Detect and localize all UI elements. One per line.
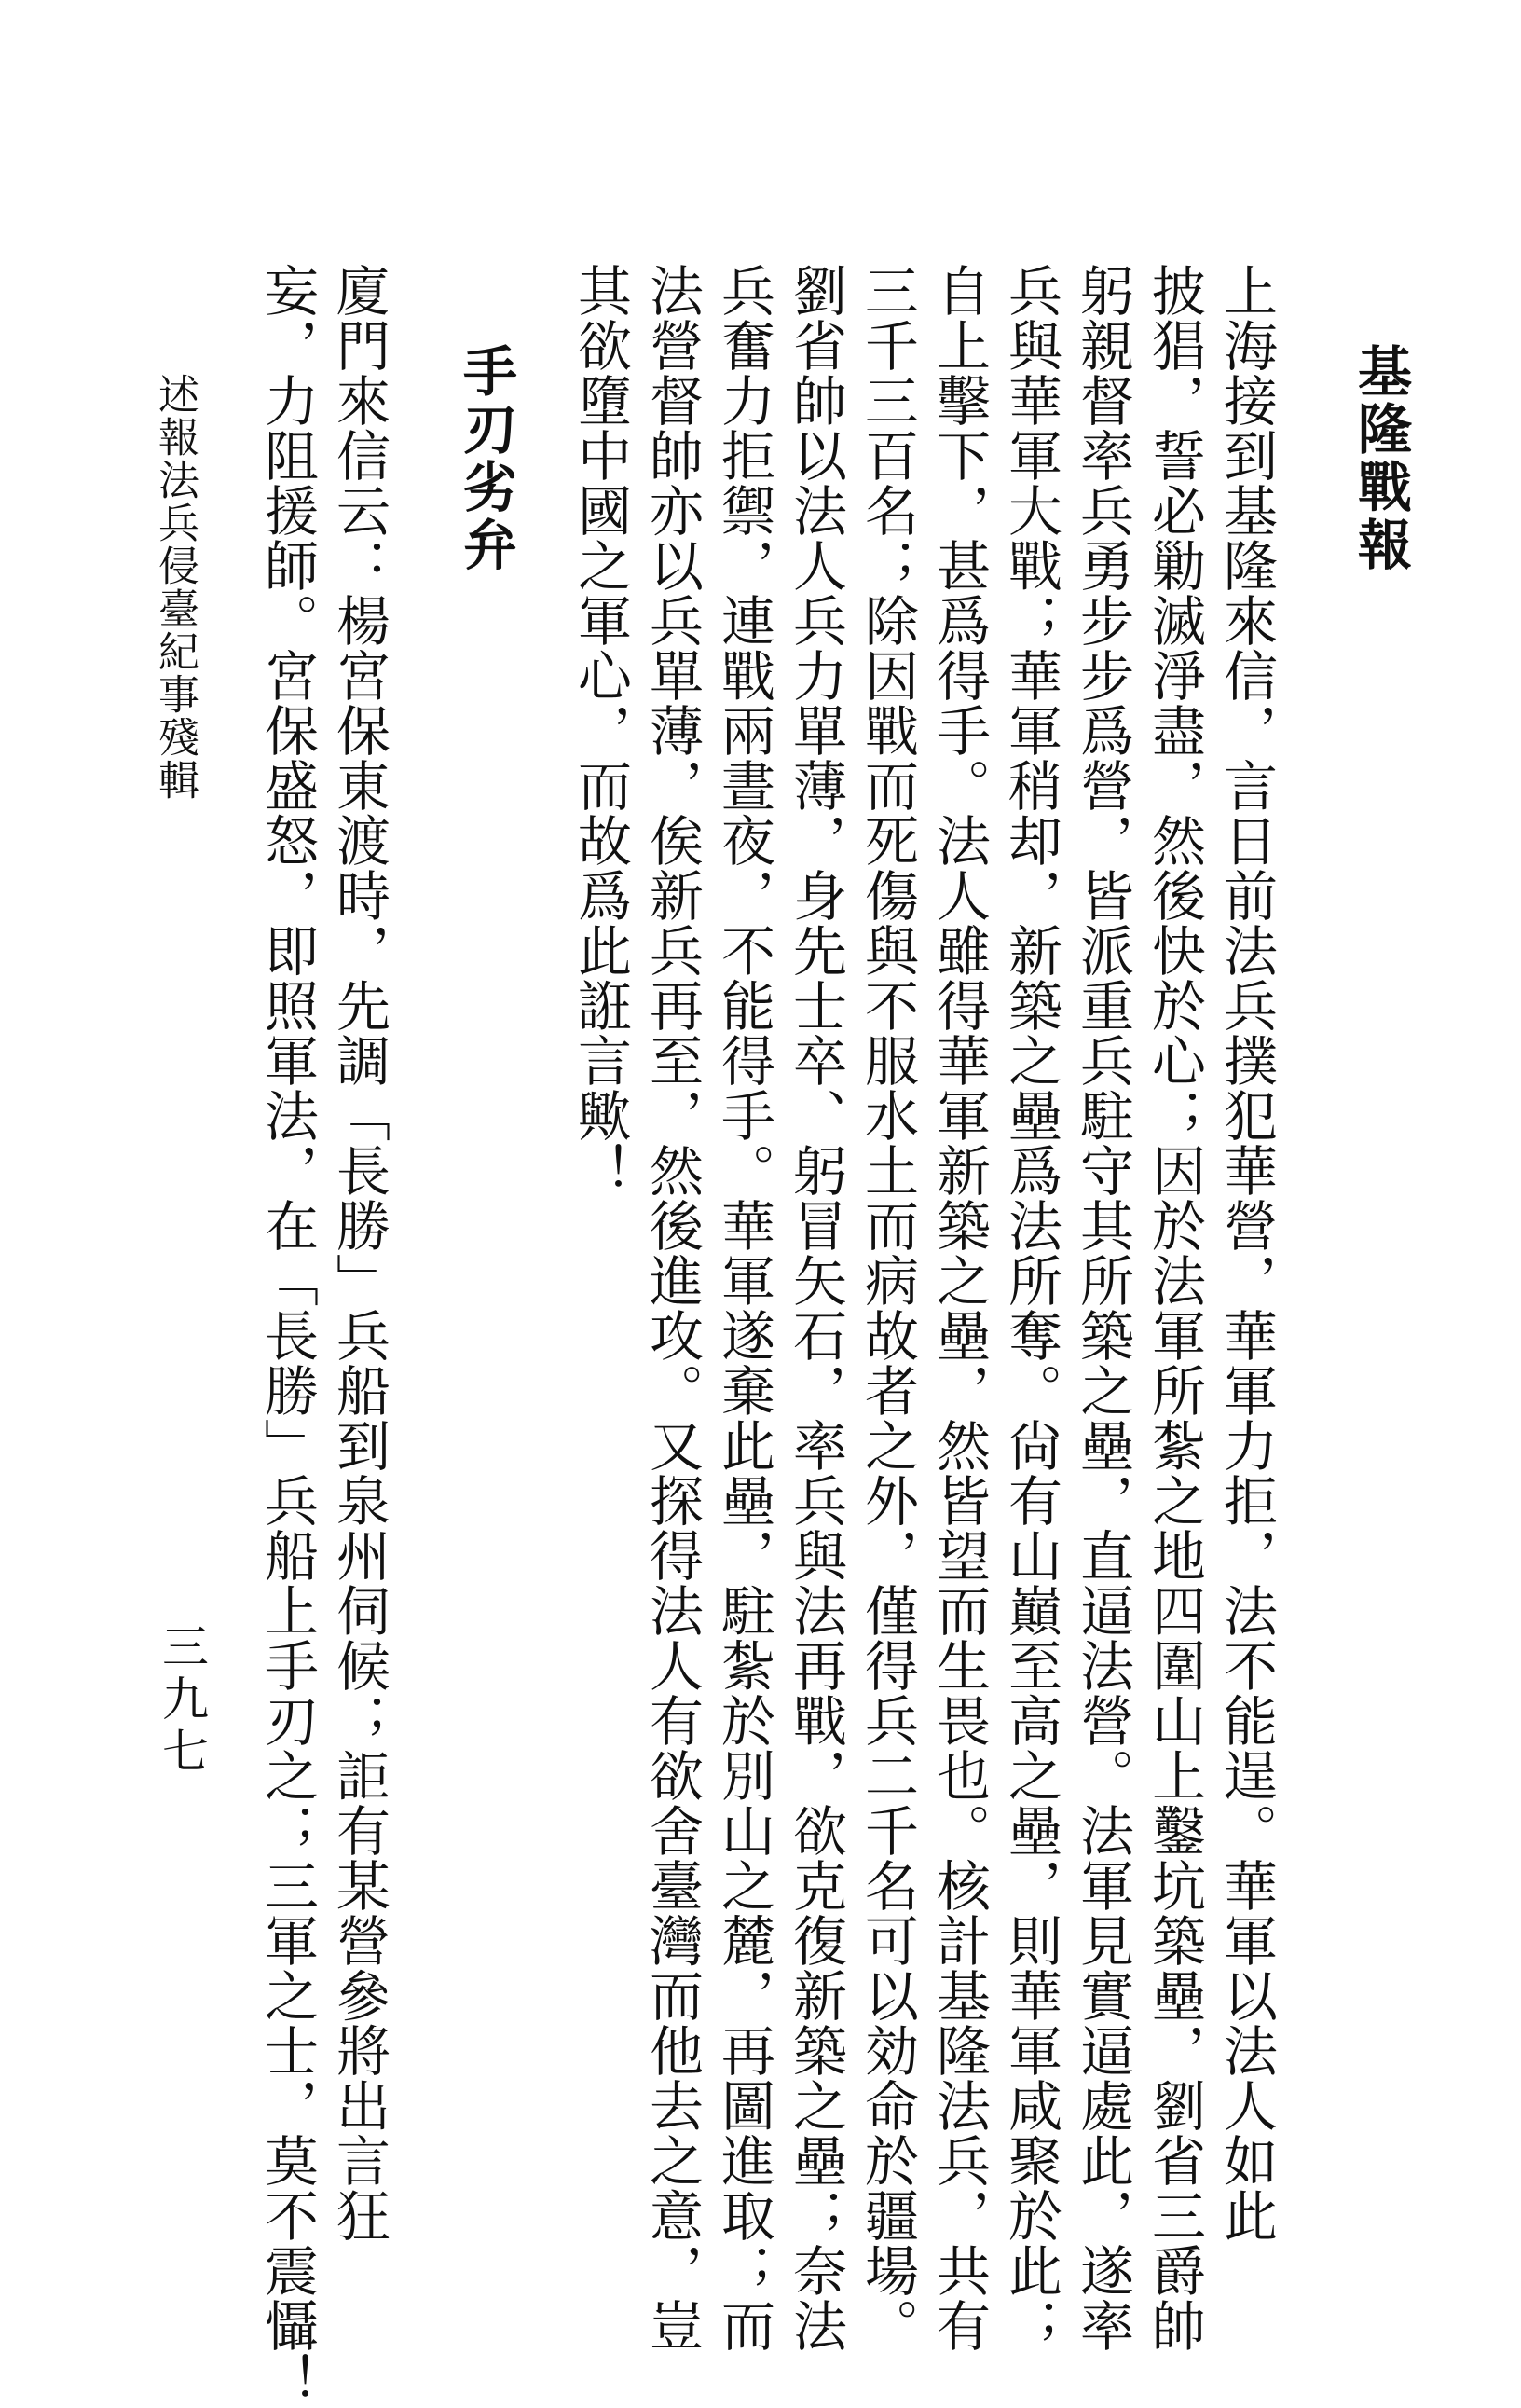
text-column-1: 上海接到基隆來信，言日前法兵撲犯華營，華軍力拒，法不能逞。華軍以法人如此 <box>1214 263 1278 2243</box>
text-column-4: 兵與華軍大戰；華軍稍却，新築之壘爲法所奪。尙有山巔至高之壘，則華軍咸聚於此； <box>999 263 1062 2353</box>
text-column-11: 廈門來信云：楊宮保東渡時，先調「長勝」兵船到泉州伺候；詎有某營參將出言狂 <box>327 263 391 2243</box>
text-column-12: 妄，力阻援師。宮保盛怒，即照軍法，在「長勝」兵船上手刃之；三軍之士，莫不震懾！ <box>255 263 319 2408</box>
article-title-execution: 手刃劣弁 <box>454 343 517 574</box>
text-column-8: 兵奮力拒禦，連戰兩晝夜，不能得手。華軍遂棄此壘，駐紮於別山之麓，再圖進取；而 <box>712 263 775 2353</box>
text-column-2: 披猖，誓必勦滅淨盡，然後快於心；因於法軍所紮之地四圍山上鑿坑築壘，劉省三爵帥 <box>1143 263 1206 2353</box>
text-column-3: 躬親督率兵勇步步爲營，皆派重兵駐守其所築之壘，直逼法營。法軍見實逼處此，遂率 <box>1071 263 1134 2353</box>
text-column-6: 三千三百名；除因戰而死傷與不服水土而病故者之外，僅得兵二千名可以効命於疆場。 <box>856 263 919 2353</box>
text-column-9: 法營督帥亦以兵單薄，俟新兵再至，然後進攻。又探得法人有欲舍臺灣而他去之意，豈 <box>640 263 704 2353</box>
page-number: 三九七 <box>155 1622 209 1779</box>
text-column-7: 劉省帥以法人兵力單薄，身先士卒、躬冒矢石，率兵與法再戰，欲克復新築之壘；奈法 <box>784 263 847 2353</box>
text-column-10: 其欲墮中國之軍心，而故爲此誑言歟！ <box>569 263 632 1198</box>
running-book-title: 述報法兵侵臺紀事殘輯 <box>151 373 199 802</box>
article-title-keelung: 基隆戰報 <box>1349 343 1412 574</box>
text-column-5: 自上擊下，甚爲得手。法人雖得華軍新築之壘，然皆望而生畏也。核計基隆法兵，共有 <box>927 263 991 2353</box>
